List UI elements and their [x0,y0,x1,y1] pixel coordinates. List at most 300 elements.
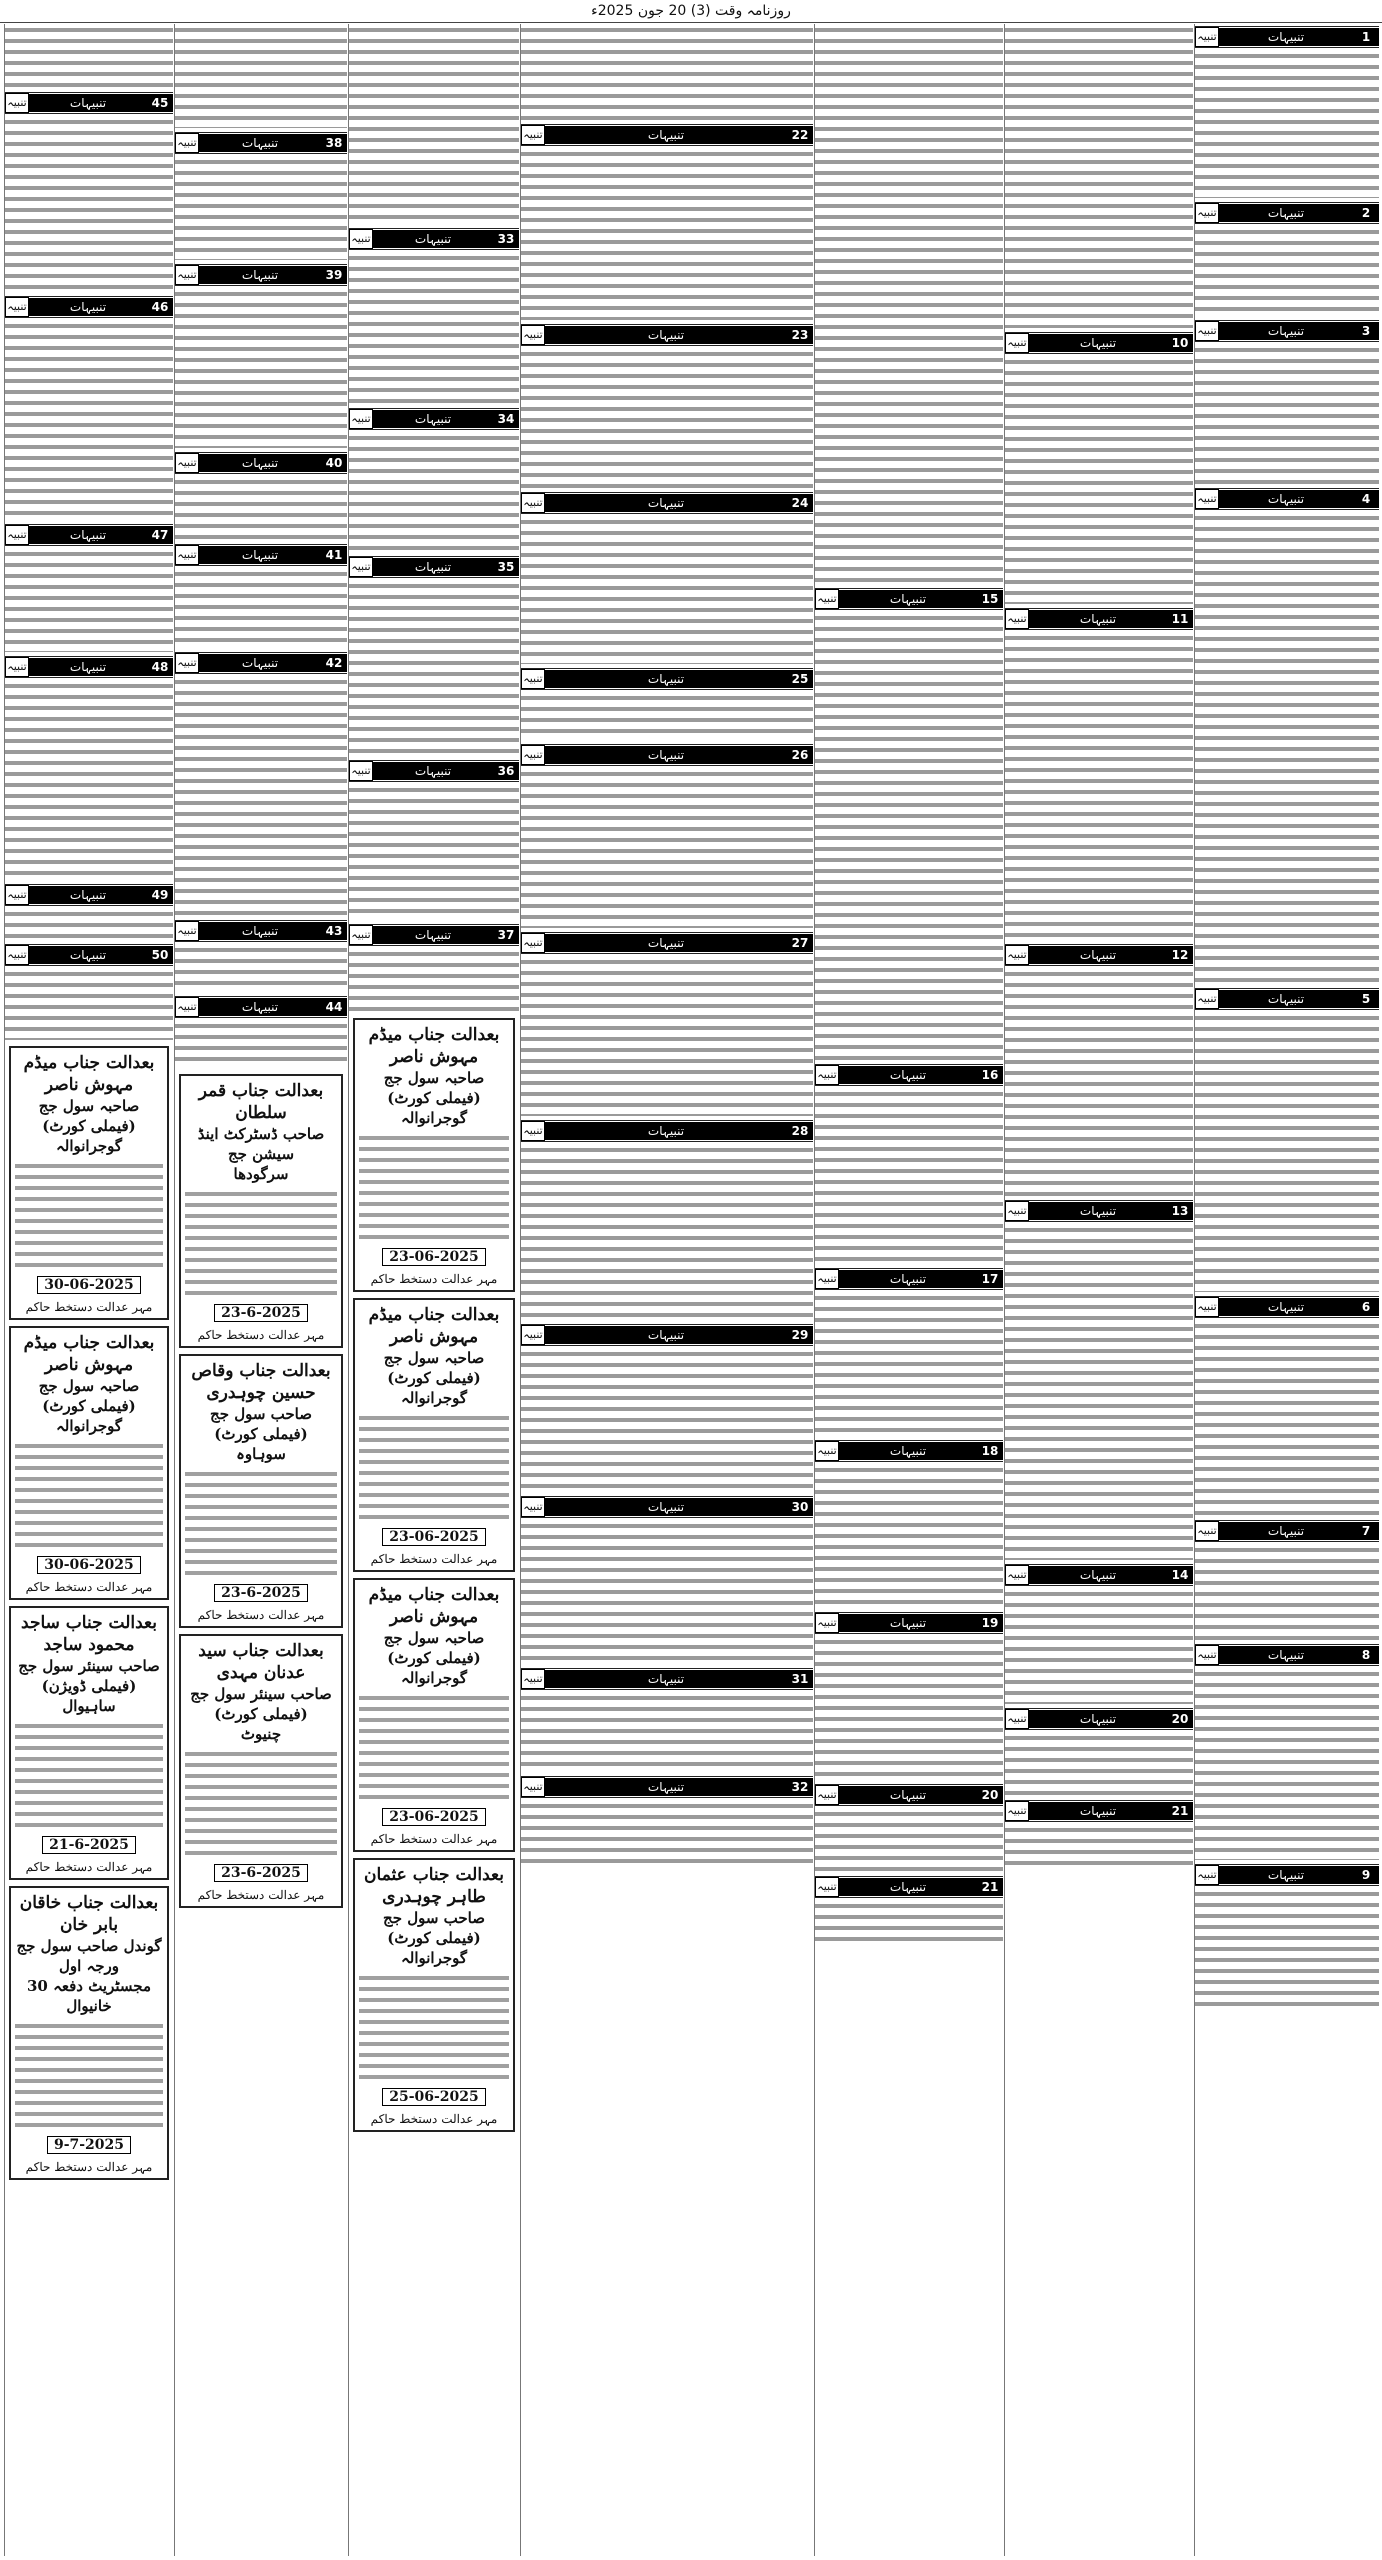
column-6 [174,24,347,2556]
notice-number: 2 [1353,204,1379,222]
notice-body-text [1195,1544,1379,1640]
notice-number: 22 [787,126,813,144]
notice-tag: تنبیہ [521,325,545,345]
notice-header-label: تنبیہات [1219,28,1353,46]
notice-block [1005,1200,1193,1560]
notice-number: 14 [1167,1566,1193,1584]
notice-block [175,452,347,540]
notice-body-text [521,348,813,488]
notice-header [815,1440,1003,1462]
notice-tag: تنبیہ [1195,1865,1219,1885]
court-location: گوجرانوالہ [55,1137,123,1155]
notice-tag: تنبیہ [175,545,199,565]
court-signature: مہر عدالت دستخط حاکم [25,1300,153,1314]
notice-body-text [815,1808,1003,1872]
notice-body-text [175,476,347,540]
notice-header [175,132,347,154]
notice-header [175,920,347,942]
court-signature: مہر عدالت دستخط حاکم [25,2160,153,2174]
notice-block [521,932,813,1116]
court-notice [353,1298,515,1572]
court-location: سرگودھا [233,1165,289,1183]
notice-block [175,996,347,1068]
notice-tag: تنبیہ [1005,1801,1029,1821]
notice-body-text [1005,1588,1193,1704]
court-notice [9,1606,169,1880]
court-location: ساہیوال [62,1697,116,1715]
notice-body-text [1005,1824,1193,1872]
notice-block [5,92,173,292]
notice-block [5,656,173,880]
notice-header-label: تنبیہات [839,590,977,608]
notice-block [815,1876,1003,1948]
notice-block [349,24,519,224]
notice-body-text [521,1692,813,1772]
notice-tag: تنبیہ [1005,609,1029,629]
notice-number: 49 [147,886,173,904]
notice-header-label: تنبیہات [29,298,147,316]
notice-number: 8 [1353,1646,1379,1664]
notice-header-label: تنبیہات [199,546,321,564]
notice-block [1195,988,1379,1292]
notice-tag: تنبیہ [1195,1645,1219,1665]
notice-tag: تنبیہ [521,493,545,513]
notice-block [1005,332,1193,604]
notice-body-text [1195,1668,1379,1860]
court-signature: مہر عدالت دستخط حاکم [25,1580,153,1594]
notice-block [815,24,1003,584]
notice-block [521,1496,813,1664]
notice-header-label: تنبیہات [29,886,147,904]
notice-block [175,544,347,648]
notice-header [521,1668,813,1690]
notice-tag: تنبیہ [175,653,199,673]
notice-block [815,1784,1003,1872]
notice-header [5,884,173,906]
notice-number: 24 [787,494,813,512]
court-name: بعدالت جناب قمر سلطان [198,1081,324,1123]
notice-header-label: تنبیہات [29,94,147,112]
notice-header [521,492,813,514]
notice-tag: تنبیہ [521,669,545,689]
court-name: بعدالت جناب میڈم مہوش ناصر [23,1333,155,1375]
notice-tag: تنبیہ [521,125,545,145]
court-signature: مہر عدالت دستخط حاکم [370,2112,498,2126]
court-notice [9,1886,169,2180]
notice-header [815,1876,1003,1898]
notice-number: 38 [321,134,347,152]
notice-header [815,1268,1003,1290]
notice-tag: تنبیہ [1195,27,1219,47]
judge-title: صاحبہ سول جج (فیملی کورٹ) [38,1377,140,1415]
notice-tag: تنبیہ [521,1669,545,1689]
notice-block [815,1064,1003,1264]
notice-header-label: تنبیہات [545,494,787,512]
column-1 [1194,24,1379,2556]
notice-number: 30 [787,1498,813,1516]
notice-tag: تنبیہ [5,945,29,965]
notice-body-text [175,156,347,260]
notice-block [5,884,173,940]
notice-header [521,932,813,954]
notice-number: 37 [493,926,519,944]
notice-number: 15 [977,590,1003,608]
notice-body-text [359,1132,509,1242]
notice-header-label: تنبیہات [373,926,493,944]
notice-body-text [175,288,347,448]
notice-header [175,452,347,474]
notice-body-text [359,1412,509,1522]
notice-header-label: تنبیہات [1219,1522,1353,1540]
notice-number: 36 [493,762,519,780]
notice-number: 41 [321,546,347,564]
notice-tag: تنبیہ [815,1785,839,1805]
notice-header [521,1776,813,1798]
notice-tag: تنبیہ [1195,989,1219,1009]
notice-header [521,1120,813,1142]
notice-block [5,24,173,88]
notice-tag: تنبیہ [815,1065,839,1085]
notice-number: 21 [977,1878,1003,1896]
notice-block [1195,202,1379,316]
notice-number: 19 [977,1614,1003,1632]
hearing-date: 21-6-2025 [42,1836,136,1854]
notice-header [5,944,173,966]
notice-tag: تنبیہ [1005,1201,1029,1221]
judge-title: صاحب سول جج (فیملی کورٹ) [210,1405,312,1443]
court-signature: مہر عدالت دستخط حاکم [370,1832,498,1846]
notice-number: 43 [321,922,347,940]
notice-block [349,228,519,404]
notice-header-label: تنبیہات [545,1498,787,1516]
notice-body-text [521,516,813,664]
notice-body-text [349,784,519,920]
notice-body-text [1005,1732,1193,1796]
notice-header-label: تنبیہات [839,1786,977,1804]
column-7 [4,24,173,2556]
hearing-date: 23-06-2025 [382,1248,486,1266]
notice-number: 29 [787,1326,813,1344]
court-signature: مہر عدالت دستخط حاکم [197,1328,325,1342]
notice-tag: تنبیہ [815,589,839,609]
hearing-date: 23-6-2025 [214,1864,308,1882]
hearing-date: 30-06-2025 [37,1556,141,1574]
notice-tag: تنبیہ [349,409,373,429]
notice-block [1195,1644,1379,1860]
notice-number: 7 [1353,1522,1379,1540]
notice-number: 42 [321,654,347,672]
notice-body-text [521,1348,813,1492]
hearing-date: 23-6-2025 [214,1584,308,1602]
notice-number: 46 [147,298,173,316]
notice-body-text [1195,50,1379,198]
notice-header [521,324,813,346]
notice-body-text [1005,356,1193,604]
notice-header-label: تنبیہات [1029,1202,1167,1220]
notice-tag: تنبیہ [349,925,373,945]
court-notice [179,1634,343,1908]
notice-tag: تنبیہ [175,453,199,473]
notice-number: 31 [787,1670,813,1688]
notice-header-label: تنبیہات [1029,946,1167,964]
notice-header [5,296,173,318]
notice-body-text [15,1720,163,1830]
notice-body-text [521,956,813,1116]
notice-block [349,924,519,1012]
notice-header-label: تنبیہات [839,1614,977,1632]
notice-header-label: تنبیہات [29,946,147,964]
notice-number: 33 [493,230,519,248]
notice-header-label: تنبیہات [29,658,147,676]
judge-title: صاحبہ سول جج (فیملی کورٹ) [383,1629,485,1667]
notice-block [349,408,519,552]
notice-header-label: تنبیہات [839,1878,977,1896]
notice-body-text [1195,1320,1379,1516]
notice-body-text [815,1636,1003,1780]
notice-header-label: تنبیہات [1029,610,1167,628]
notice-tag: تنبیہ [5,525,29,545]
column-4 [520,24,813,2556]
notice-tag: تنبیہ [175,921,199,941]
notice-tag: تنبیہ [815,1613,839,1633]
notice-body-text [175,24,347,128]
notice-number: 26 [787,746,813,764]
notice-header-label: تنبیہات [373,230,493,248]
notice-number: 4 [1353,490,1379,508]
court-location: گوجرانوالہ [400,1669,468,1687]
notice-block [1005,1564,1193,1704]
notice-header-label: تنبیہات [199,654,321,672]
judge-title: صاحبہ سول جج (فیملی کورٹ) [38,1097,140,1135]
notice-block [349,760,519,920]
notice-tag: تنبیہ [1195,203,1219,223]
notice-number: 1 [1353,28,1379,46]
notice-body-text [521,1144,813,1320]
notice-header-label: تنبیہات [545,1122,787,1140]
notice-body-text [349,24,519,224]
notice-header [1195,1296,1379,1318]
notice-header [815,1612,1003,1634]
notice-body-text [815,1292,1003,1436]
notice-header-label: تنبیہات [1029,1566,1167,1584]
notice-body-text [521,1800,813,1864]
notice-number: 21 [1167,1802,1193,1820]
notice-tag: تنبیہ [349,557,373,577]
notice-body-text [349,252,519,404]
notice-header [521,1324,813,1346]
notice-body-text [5,116,173,292]
notice-header-label: تنبیہات [373,410,493,428]
notice-block [521,1668,813,1772]
notice-number: 5 [1353,990,1379,1008]
court-name: بعدالت جناب وقاص حسین چوہدری [191,1361,331,1403]
notice-number: 28 [787,1122,813,1140]
notice-number: 20 [1167,1710,1193,1728]
notice-body-text [349,580,519,756]
judge-title: صاحب سینئر سول جج (فیملی ڈویژن) [18,1657,160,1695]
notice-header [175,652,347,674]
notice-body-text [349,948,519,1012]
notice-number: 50 [147,946,173,964]
notice-header [521,1496,813,1518]
notice-number: 12 [1167,946,1193,964]
notice-block [5,524,173,652]
court-name: بعدالت جناب خاقان بابر خان [19,1893,159,1935]
notice-number: 6 [1353,1298,1379,1316]
court-notice [353,1858,515,2132]
court-notice [9,1046,169,1320]
notice-number: 35 [493,558,519,576]
notice-tag: تنبیہ [815,1269,839,1289]
notice-body-text [185,1188,337,1298]
notice-header [1005,608,1193,630]
notice-header [175,544,347,566]
notice-header-label: تنبیہات [545,934,787,952]
notice-body-text [1005,1224,1193,1560]
notice-header [1195,488,1379,510]
notice-header-label: تنبیہات [1219,990,1353,1008]
notice-number: 13 [1167,1202,1193,1220]
notice-header-label: تنبیہات [29,526,147,544]
notice-block [1195,1520,1379,1640]
notice-header [5,656,173,678]
notice-header [1005,1200,1193,1222]
notice-header-label: تنبیہات [1029,1802,1167,1820]
notice-body-text [815,24,1003,584]
notice-body-text [1195,1888,1379,2008]
notice-header [175,996,347,1018]
notice-number: 34 [493,410,519,428]
court-notice [353,1578,515,1852]
notice-body-text [521,148,813,320]
notice-header-label: تنبیہات [199,922,321,940]
notice-block [521,1324,813,1492]
notice-tag: تنبیہ [5,297,29,317]
notice-body-text [521,1520,813,1664]
hearing-date: 9-7-2025 [47,2136,131,2154]
notice-body-text [359,1972,509,2082]
notice-body-text [175,676,347,916]
notice-tag: تنبیہ [521,1777,545,1797]
notice-block [521,744,813,928]
judge-title: صاحبہ سول جج (فیملی کورٹ) [383,1069,485,1107]
court-notice [179,1074,343,1348]
notice-header-label: تنبیہات [1219,490,1353,508]
column-2 [1004,24,1193,2556]
notice-header-label: تنبیہات [199,454,321,472]
notice-header-label: تنبیہات [839,1442,977,1460]
notice-header [1005,1564,1193,1586]
notice-block [1195,488,1379,984]
notice-tag: تنبیہ [1005,1709,1029,1729]
notice-header-label: تنبیہات [373,762,493,780]
notice-body-text [185,1748,337,1858]
court-signature: مہر عدالت دستخط حاکم [197,1608,325,1622]
notice-header-label: تنبیہات [1219,204,1353,222]
column-3 [814,24,1003,2556]
court-name: بعدالت جناب میڈم مہوش ناصر [368,1305,500,1347]
notice-block [1195,1864,1379,2008]
notice-body-text [521,768,813,928]
notice-block [521,24,813,120]
notice-tag: تنبیہ [1005,333,1029,353]
notice-header [1195,202,1379,224]
court-signature: مہر عدالت دستخط حاکم [370,1552,498,1566]
notice-body-text [5,680,173,880]
notice-block [1005,1708,1193,1796]
notice-header [521,124,813,146]
notice-block [1195,320,1379,484]
notice-number: 45 [147,94,173,112]
notice-header-label: تنبیہات [1219,1298,1353,1316]
notice-tag: تنبیہ [815,1441,839,1461]
notice-header [349,408,519,430]
judge-title: صاحب سینئر سول جج (فیملی کورٹ) [190,1685,332,1723]
court-notice [179,1354,343,1628]
notice-number: 3 [1353,322,1379,340]
notice-body-text [5,320,173,520]
notice-header-label: تنبیہات [839,1066,977,1084]
notice-body-text [175,1020,347,1068]
notice-body-text [521,692,813,740]
court-location: سوہاوہ [236,1445,286,1463]
court-name: بعدالت جناب میڈم مہوش ناصر [368,1025,500,1067]
notice-block [521,668,813,740]
notice-body-text [1195,226,1379,316]
notice-body-text [815,612,1003,1060]
notice-block [521,1120,813,1320]
notice-body-text [815,1900,1003,1948]
notice-body-text [175,568,347,648]
court-location: مجسٹریٹ دفعہ 30 خانیوال [27,1977,151,2015]
notice-header-label: تنبیہات [545,326,787,344]
notice-number: 25 [787,670,813,688]
notice-block [1005,1800,1193,1872]
notice-header [1195,1644,1379,1666]
notice-body-text [5,908,173,940]
notice-block [815,1268,1003,1436]
notice-number: 20 [977,1786,1003,1804]
notice-block [175,132,347,260]
notice-header [349,760,519,782]
notice-header-label: تنبیہات [1219,322,1353,340]
notice-header [1005,944,1193,966]
court-location: گوجرانوالہ [55,1417,123,1435]
notice-tag: تنبیہ [1195,321,1219,341]
notice-header [175,264,347,286]
notice-block [1195,26,1379,198]
notice-header-label: تنبیہات [199,266,321,284]
court-location: گوجرانوالہ [400,1949,468,1967]
notice-tag: تنبیہ [175,265,199,285]
notice-block [1195,1296,1379,1516]
notice-block [521,124,813,320]
notice-header [1005,1800,1193,1822]
notice-block [521,492,813,664]
notice-header [349,556,519,578]
court-location: چنیوٹ [240,1725,282,1743]
notice-block [175,24,347,128]
notice-number: 10 [1167,334,1193,352]
notice-block [5,296,173,520]
notice-header-label: تنبیہات [373,558,493,576]
notice-header [1195,1520,1379,1542]
hearing-date: 25-06-2025 [382,2088,486,2106]
notice-block [5,944,173,1040]
notice-header-label: تنبیہات [1219,1646,1353,1664]
court-name: بعدالت جناب ساجد محمود ساجد [21,1613,157,1655]
notice-block [815,1440,1003,1608]
